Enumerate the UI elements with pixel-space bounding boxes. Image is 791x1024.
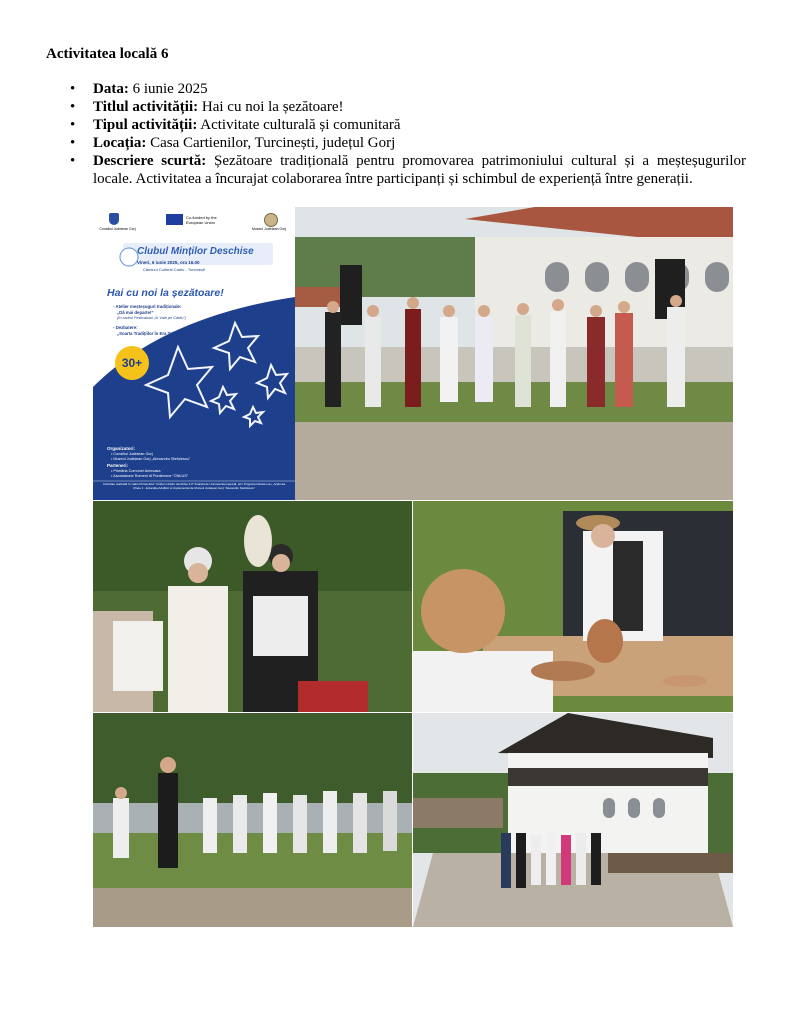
poster-item1-sub: „Dă mai departe!” [117, 310, 154, 315]
activity-details-list [46, 80, 746, 188]
detail-value: Activitate culturală și comunitară [200, 117, 401, 133]
poster-organizer: • Muzeul Județean Gorj „Alexandru Ștefulescu” [111, 457, 190, 461]
logo-right-label: Muzeul Județean Gorj [251, 227, 287, 231]
detail-date [46, 80, 746, 98]
detail-location [46, 134, 746, 152]
county-crest-icon [109, 213, 119, 225]
photo-group-building [295, 207, 733, 500]
poster-partners-title: Parteneri: [107, 463, 129, 468]
poster-item2-sub: „Soarta Tradițiilor în Era Tehnologiei!” [117, 331, 195, 336]
detail-label: Data: [93, 81, 129, 97]
detail-label: Descriere scurtă: [93, 153, 207, 169]
detail-value: 6 iunie 2025 [132, 81, 208, 97]
photo-potter-child [413, 501, 733, 712]
poster-partner: • Asociazione Romeni di Pordenone “ONLUS” [111, 474, 189, 478]
logo-eu-label: Co-funded by the European Union [186, 215, 217, 225]
poster-item2-title: - Dezbatere: [113, 325, 138, 330]
museum-logo-icon [264, 213, 278, 227]
poster-item1-note: (în cadrul Festivalului „În Vale pe Cârtiu”) [117, 316, 186, 320]
poster-partner: • Primăria Comunei Aninoasa [111, 469, 161, 473]
detail-value: Șezătoare tradițională pentru promovarea patrimoniului cultural și a meșteșugurilor locale. Activitatea a încurajat colaborarea între participanți și schimbul de experiență între generații. [93, 153, 746, 187]
poster-organizers-title: Organizatori: [107, 446, 136, 451]
detail-label: Titlul activității: [93, 99, 199, 115]
age-badge-label: 30+ [121, 356, 143, 370]
poster-date: Vineri, 6 iunie 2025, ora 16.00 [137, 260, 200, 265]
eu-flag-icon [166, 214, 183, 225]
poster-logo-bar [93, 207, 295, 237]
event-poster [93, 207, 295, 500]
detail-description [46, 152, 746, 188]
poster-organizer: • Consiliul Județean Gorj [111, 452, 153, 456]
poster-venue: Căminul Cultural Cartiu - Turcinești [143, 267, 206, 272]
poster-footer: Activitate realizată în cadrul Proiectului “Clubul minților deschise 2.0” finanțat de Uniunea Europeană, prin Programul Erasmus+, Acțiunea Cheie 1 - Educația Adulților și implementat de Muzeul Județean Gorj “Alexandru Ștefulescu” [102, 482, 286, 490]
detail-value: Casa Cartienilor, Turcinești, județul Gorj [150, 135, 396, 151]
photo-museum-house [413, 713, 733, 927]
poster-title: Clubul Minților Deschise [137, 246, 254, 257]
logo-left-label: Consiliul Județean Gorj [99, 227, 136, 231]
detail-title [46, 98, 746, 116]
detail-label: Tipul activității: [93, 117, 198, 133]
poster-slogan: Hai cu noi la șezătoare! [107, 287, 224, 299]
photo-folk-dance [93, 713, 412, 927]
photo-spinning-women [93, 501, 412, 712]
detail-type [46, 116, 746, 134]
poster-item1-title: - Atelier meșteșuguri tradiționale: [113, 304, 182, 309]
detail-label: Locația: [93, 135, 147, 151]
page-heading: Activitatea locală 6 [46, 46, 169, 62]
detail-value: Hai cu noi la șezătoare! [201, 99, 344, 115]
